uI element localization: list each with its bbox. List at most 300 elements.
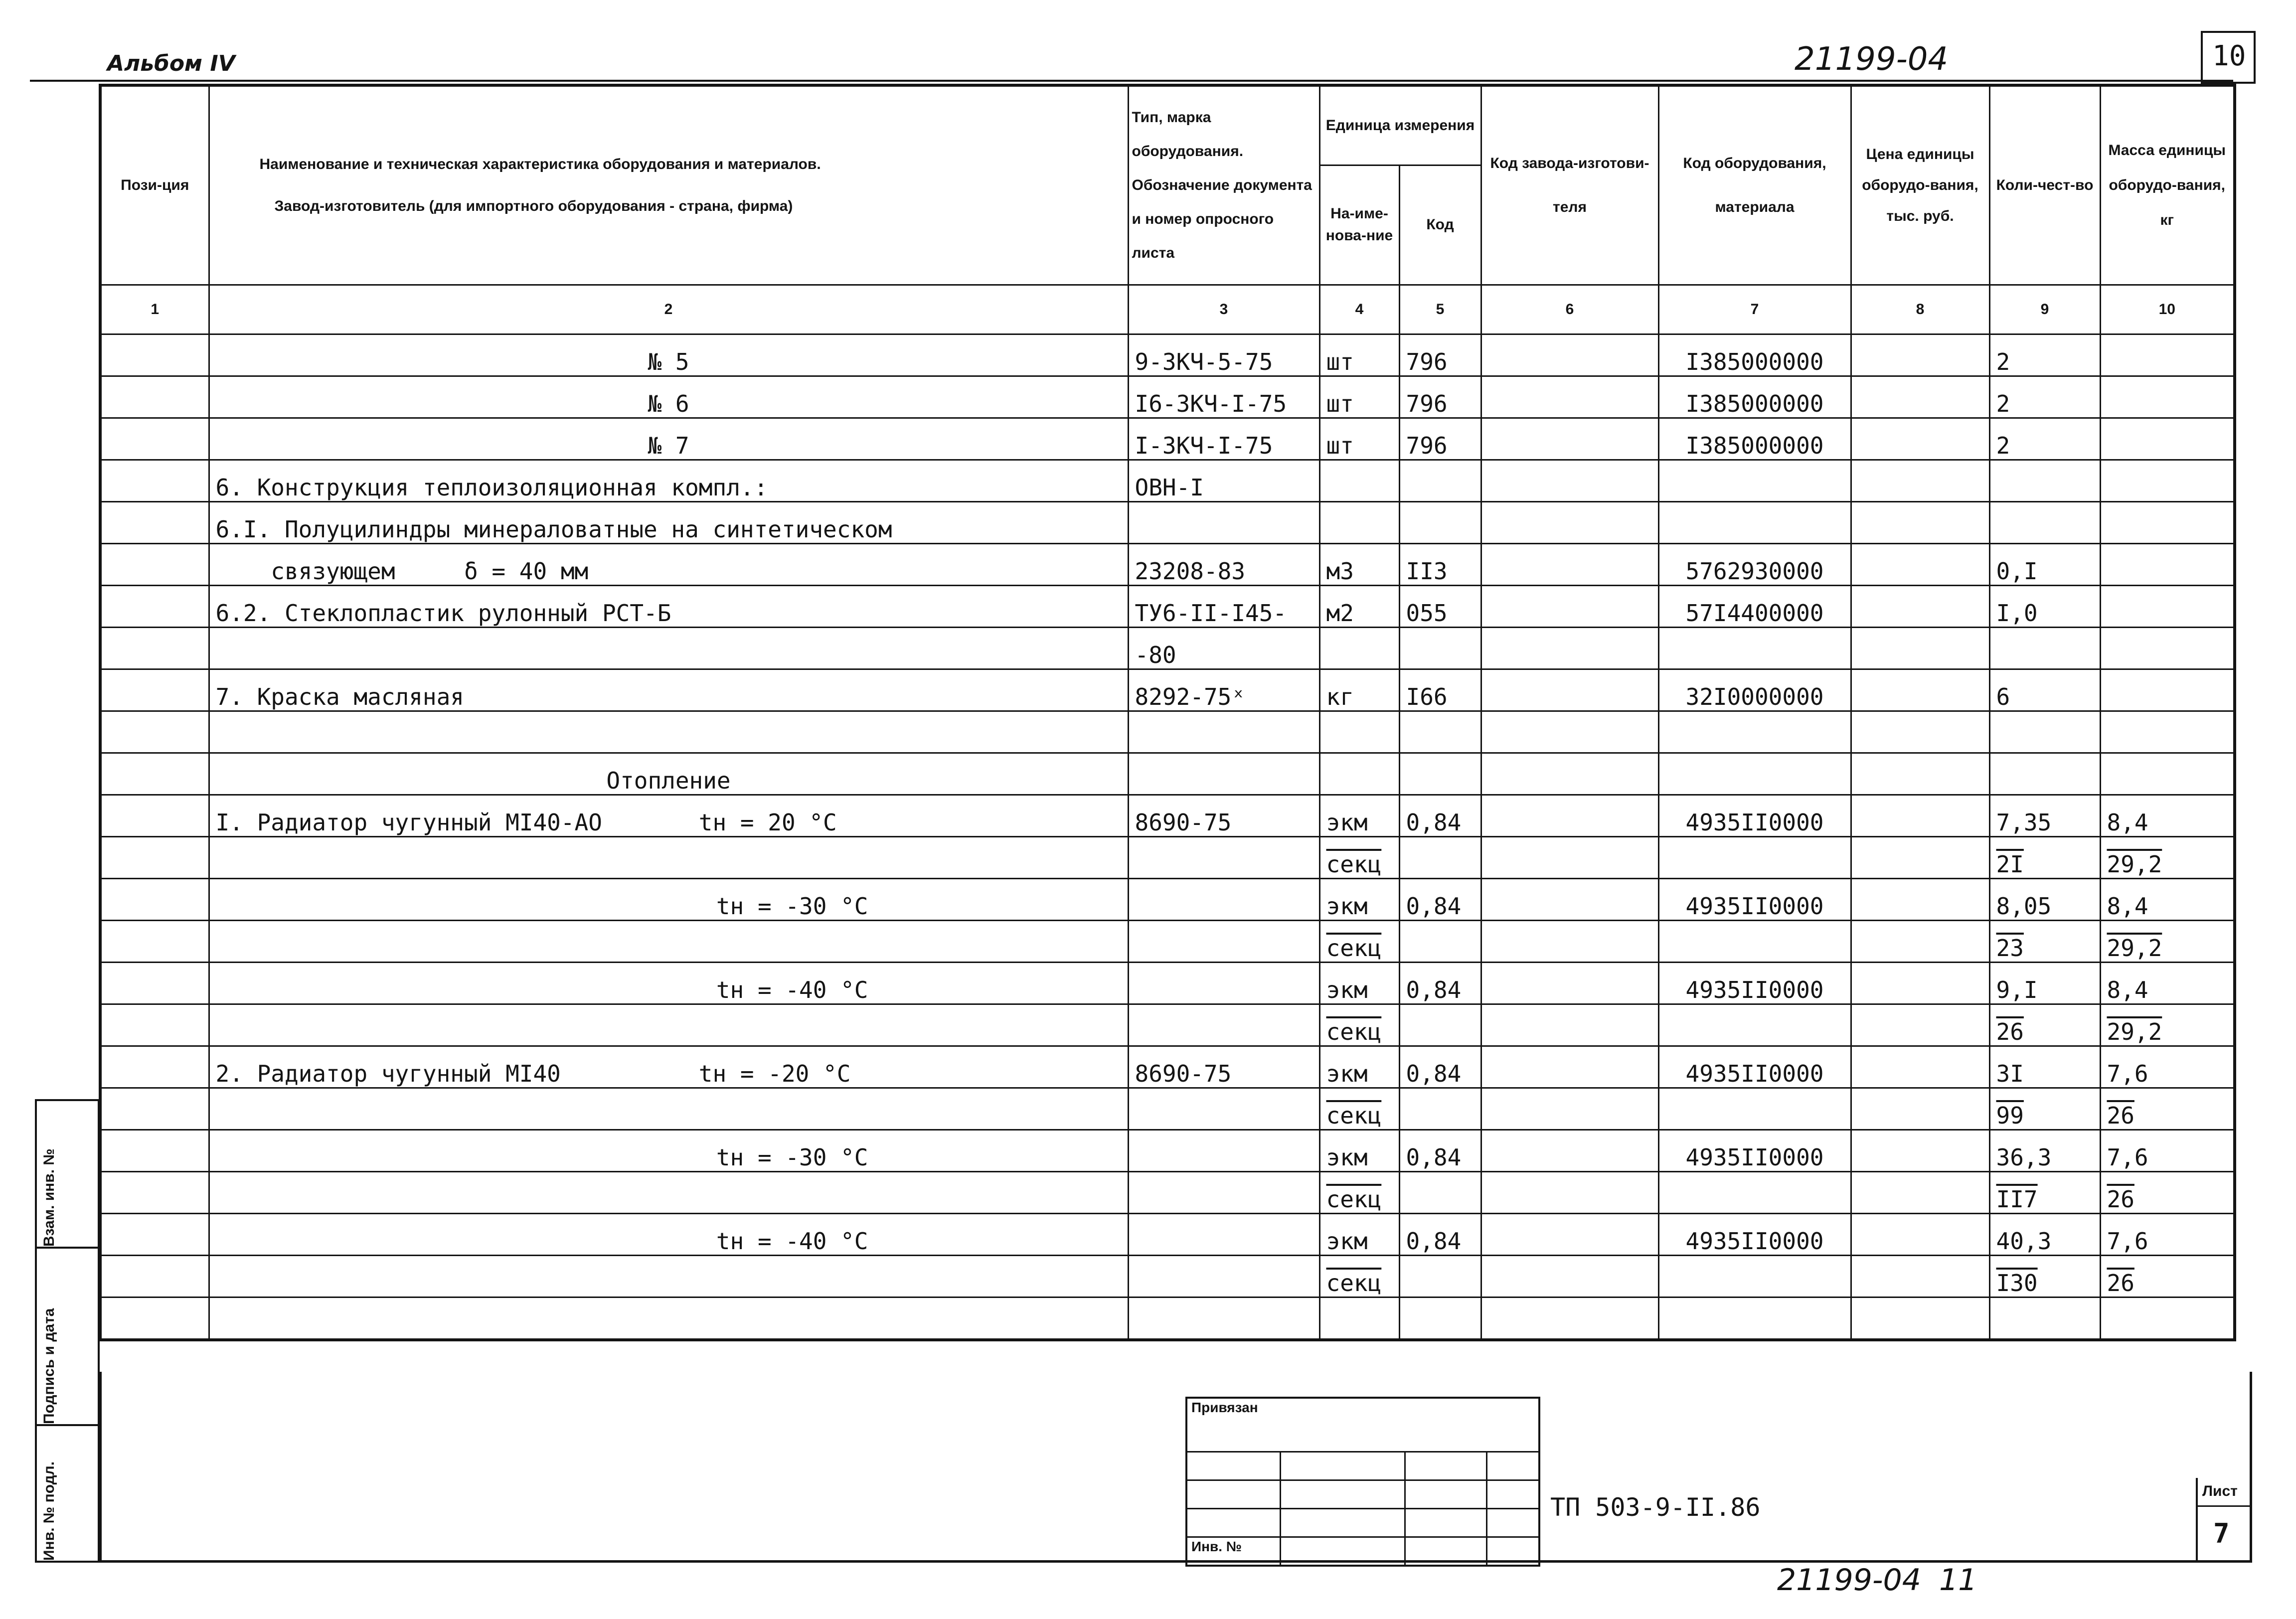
position-cell <box>100 1046 209 1088</box>
table-row <box>100 711 2235 753</box>
mass-cell: 29,2 <box>2100 920 2235 962</box>
col-header-name <box>209 85 1128 285</box>
quantity-cell: 7,35 <box>1989 795 2100 836</box>
price-cell <box>1851 836 1989 878</box>
unit-name-cell <box>1319 627 1399 669</box>
unit-code-cell: 796 <box>1399 418 1481 460</box>
equipment-code-cell <box>1658 1171 1851 1213</box>
price-cell <box>1851 795 1989 836</box>
mass-cell <box>2100 1297 2235 1340</box>
name-cell: 7. Краска масляная <box>209 669 1128 711</box>
name-cell: № 5 <box>209 334 1128 376</box>
unit-code-cell: 796 <box>1399 334 1481 376</box>
unit-name-cell: секц <box>1319 1255 1399 1297</box>
type-cell: 9-ЗКЧ-5-75 <box>1128 334 1319 376</box>
name-cell: связующем δ = 40 мм <box>209 543 1128 585</box>
position-cell <box>100 1171 209 1213</box>
name-cell: № 7 <box>209 418 1128 460</box>
column-number: 6 <box>1481 285 1658 334</box>
stamp-cell <box>1280 1480 1405 1508</box>
unit-code-cell: 0,84 <box>1399 962 1481 1004</box>
mass-cell <box>2100 711 2235 753</box>
stamp-cell <box>1405 1508 1486 1537</box>
name-cell: tн = -40 °С <box>209 962 1128 1004</box>
unit-name-cell: шт <box>1319 376 1399 418</box>
unit-name-cell: экм <box>1319 795 1399 836</box>
position-cell <box>100 543 209 585</box>
table-row <box>100 376 2235 418</box>
mass-cell: 8,4 <box>2100 962 2235 1004</box>
type-cell <box>1128 711 1319 753</box>
col-header-type: Тип, марка оборудования. Обозначение документа и номер опросного листа <box>1128 85 1319 285</box>
factory-code-cell <box>1481 1130 1658 1171</box>
stamp-cell <box>1186 1508 1280 1537</box>
unit-code-cell <box>1399 501 1481 543</box>
footer-document-code: 21199-04 <box>1777 1563 1921 1598</box>
quantity-cell: 99 <box>1989 1088 2100 1130</box>
quantity-cell: 9,I <box>1989 962 2100 1004</box>
sheet-label: Лист <box>2202 1483 2238 1499</box>
type-cell <box>1128 501 1319 543</box>
mass-cell: 26 <box>2100 1088 2235 1130</box>
type-cell: 8690-75 <box>1128 1046 1319 1088</box>
unit-name-cell: секц <box>1319 920 1399 962</box>
factory-code-cell <box>1481 334 1658 376</box>
side-stamp-signature <box>35 1247 100 1426</box>
column-number: 5 <box>1399 285 1481 334</box>
unit-name-cell: секц <box>1319 836 1399 878</box>
price-cell <box>1851 627 1989 669</box>
quantity-cell <box>1989 753 2100 795</box>
unit-code-cell <box>1399 711 1481 753</box>
unit-code-cell <box>1399 836 1481 878</box>
page-box-number: 10 <box>2212 40 2246 72</box>
equipment-code-cell: I385000000 <box>1658 334 1851 376</box>
mass-cell: 7,6 <box>2100 1130 2235 1171</box>
unit-name-cell: экм <box>1319 878 1399 920</box>
stamp-cell <box>1405 1537 1486 1566</box>
equipment-code-cell <box>1658 1004 1851 1046</box>
name-cell: 6.2. Стеклопластик рулонный РСТ-Б <box>209 585 1128 627</box>
side-stamp-inventory-label: Инв. № подл. <box>41 1461 57 1561</box>
col-header-name-line2: Завод-изготовитель (для импортного оборудования - страна, фирма) <box>274 197 793 214</box>
factory-code-cell <box>1481 753 1658 795</box>
col-header-mass: Масса единицы оборудо-вания, кг <box>2100 85 2235 285</box>
unit-code-cell: 0,84 <box>1399 1046 1481 1088</box>
stamp-privyazan: Привязан <box>1186 1398 1539 1452</box>
quantity-cell <box>1989 501 2100 543</box>
name-cell <box>209 627 1128 669</box>
table-row <box>100 1088 2235 1130</box>
mass-cell <box>2100 418 2235 460</box>
unit-code-cell <box>1399 753 1481 795</box>
position-cell <box>100 753 209 795</box>
type-cell: 23208-83 <box>1128 543 1319 585</box>
specification-table <box>99 84 2236 1341</box>
factory-code-cell <box>1481 543 1658 585</box>
table-row <box>100 753 2235 795</box>
type-cell: 8690-75 <box>1128 795 1319 836</box>
equipment-code-cell: 4935II0000 <box>1658 962 1851 1004</box>
stamp-cell <box>1186 1452 1280 1480</box>
column-number-row <box>100 285 2235 334</box>
col-header-price: Цена единицы оборудо-вания, тыс. руб. <box>1851 85 1989 285</box>
mass-cell <box>2100 627 2235 669</box>
price-cell <box>1851 501 1989 543</box>
unit-name-cell: секц <box>1319 1088 1399 1130</box>
position-cell <box>100 836 209 878</box>
table-row <box>100 1130 2235 1171</box>
equipment-code-cell <box>1658 1088 1851 1130</box>
unit-code-cell: 0,84 <box>1399 878 1481 920</box>
table-row <box>100 460 2235 501</box>
table-row <box>100 627 2235 669</box>
stamp-inv-no: Инв. № <box>1186 1537 1280 1566</box>
position-cell <box>100 1255 209 1297</box>
name-cell <box>209 920 1128 962</box>
table-row <box>100 1255 2235 1297</box>
table-row <box>100 920 2235 962</box>
mass-cell: 26 <box>2100 1255 2235 1297</box>
equipment-code-cell: 32I0000000 <box>1658 669 1851 711</box>
name-cell: tн = -40 °С <box>209 1213 1128 1255</box>
position-cell <box>100 1088 209 1130</box>
stamp-cell <box>1486 1508 1539 1537</box>
name-cell: № 6 <box>209 376 1128 418</box>
side-stamp-replacement-label: Взам. инв. № <box>41 1148 57 1247</box>
unit-code-cell <box>1399 1255 1481 1297</box>
title-block-stamp <box>1185 1397 1540 1567</box>
quantity-cell: 0,I <box>1989 543 2100 585</box>
sheet-number: 7 <box>2213 1518 2230 1549</box>
position-cell <box>100 418 209 460</box>
equipment-code-cell <box>1658 501 1851 543</box>
column-number: 2 <box>209 285 1128 334</box>
price-cell <box>1851 376 1989 418</box>
stamp-cell <box>1280 1537 1405 1566</box>
factory-code-cell <box>1481 627 1658 669</box>
equipment-code-cell <box>1658 460 1851 501</box>
equipment-code-cell <box>1658 711 1851 753</box>
factory-code-cell <box>1481 878 1658 920</box>
type-cell: ОВН-I <box>1128 460 1319 501</box>
factory-code-cell <box>1481 962 1658 1004</box>
factory-code-cell <box>1481 501 1658 543</box>
quantity-cell: 26 <box>1989 1004 2100 1046</box>
mass-cell: 8,4 <box>2100 878 2235 920</box>
name-cell <box>209 711 1128 753</box>
position-cell <box>100 334 209 376</box>
table-row <box>100 669 2235 711</box>
table-row <box>100 878 2235 920</box>
position-cell <box>100 1213 209 1255</box>
position-cell <box>100 878 209 920</box>
equipment-code-cell: 4935II0000 <box>1658 1046 1851 1088</box>
position-cell <box>100 962 209 1004</box>
position-cell <box>100 711 209 753</box>
name-cell: tн = -30 °С <box>209 1130 1128 1171</box>
unit-code-cell <box>1399 1297 1481 1340</box>
column-number: 10 <box>2100 285 2235 334</box>
table-row <box>100 543 2235 585</box>
mass-cell <box>2100 460 2235 501</box>
equipment-code-cell: 4935II0000 <box>1658 795 1851 836</box>
album-label: Альбом IV <box>107 51 235 76</box>
type-cell <box>1128 878 1319 920</box>
unit-name-cell: м2 <box>1319 585 1399 627</box>
equipment-code-cell <box>1658 627 1851 669</box>
mass-cell <box>2100 334 2235 376</box>
unit-name-cell: экм <box>1319 1046 1399 1088</box>
mass-cell <box>2100 585 2235 627</box>
price-cell <box>1851 1297 1989 1340</box>
footer-page-number: 11 <box>1939 1563 1977 1598</box>
type-cell <box>1128 1088 1319 1130</box>
table-row <box>100 1046 2235 1088</box>
type-cell: ТУ6-II-I45- <box>1128 585 1319 627</box>
factory-code-cell <box>1481 836 1658 878</box>
equipment-code-cell: 4935II0000 <box>1658 1130 1851 1171</box>
quantity-cell: I30 <box>1989 1255 2100 1297</box>
stamp-cell <box>1486 1452 1539 1480</box>
unit-name-cell <box>1319 501 1399 543</box>
price-cell <box>1851 878 1989 920</box>
position-cell <box>100 627 209 669</box>
top-rule <box>30 80 2233 82</box>
factory-code-cell <box>1481 1171 1658 1213</box>
column-number: 7 <box>1658 285 1851 334</box>
mass-cell: 7,6 <box>2100 1213 2235 1255</box>
price-cell <box>1851 962 1989 1004</box>
price-cell <box>1851 711 1989 753</box>
col-header-name-line1: Наименование и техническая характеристика оборудования и материалов. <box>259 156 821 172</box>
unit-name-cell <box>1319 711 1399 753</box>
quantity-cell: II7 <box>1989 1171 2100 1213</box>
unit-code-cell: I66 <box>1399 669 1481 711</box>
quantity-cell: 6 <box>1989 669 2100 711</box>
name-cell: I. Радиатор чугунный МI40-АО tн = 20 °С <box>209 795 1128 836</box>
quantity-cell <box>1989 1297 2100 1340</box>
position-cell <box>100 1130 209 1171</box>
price-cell <box>1851 1255 1989 1297</box>
unit-code-cell: 0,84 <box>1399 795 1481 836</box>
stamp-row <box>1186 1452 1539 1480</box>
type-cell: I6-ЗКЧ-I-75 <box>1128 376 1319 418</box>
factory-code-cell <box>1481 1088 1658 1130</box>
type-cell <box>1128 962 1319 1004</box>
table-row <box>100 1213 2235 1255</box>
unit-name-cell: кг <box>1319 669 1399 711</box>
position-cell <box>100 795 209 836</box>
unit-code-cell <box>1399 1088 1481 1130</box>
type-cell <box>1128 1213 1319 1255</box>
equipment-code-cell: 4935II0000 <box>1658 1213 1851 1255</box>
factory-code-cell <box>1481 1255 1658 1297</box>
quantity-cell: I,0 <box>1989 585 2100 627</box>
unit-name-cell <box>1319 460 1399 501</box>
type-cell: I-ЗКЧ-I-75 <box>1128 418 1319 460</box>
sheet-box-divider <box>2196 1505 2252 1507</box>
stamp-row <box>1186 1537 1539 1566</box>
table-row <box>100 836 2235 878</box>
stamp-cell <box>1405 1452 1486 1480</box>
name-cell: 6. Конструкция теплоизоляционная компл.: <box>209 460 1128 501</box>
unit-name-cell: м3 <box>1319 543 1399 585</box>
mass-cell <box>2100 376 2235 418</box>
quantity-cell: 8,05 <box>1989 878 2100 920</box>
unit-name-cell: шт <box>1319 418 1399 460</box>
equipment-code-cell <box>1658 920 1851 962</box>
column-number: 8 <box>1851 285 1989 334</box>
factory-code-cell <box>1481 920 1658 962</box>
quantity-cell: 36,3 <box>1989 1130 2100 1171</box>
mass-cell <box>2100 669 2235 711</box>
unit-code-cell <box>1399 920 1481 962</box>
col-header-unit-code: Код <box>1399 165 1481 285</box>
unit-code-cell: 055 <box>1399 585 1481 627</box>
price-cell <box>1851 669 1989 711</box>
unit-name-cell: экм <box>1319 962 1399 1004</box>
type-cell <box>1128 1171 1319 1213</box>
name-cell <box>209 1297 1128 1340</box>
price-cell <box>1851 1046 1989 1088</box>
stamp-cell <box>1280 1508 1405 1537</box>
position-cell <box>100 669 209 711</box>
header-row <box>100 85 2235 165</box>
side-stamp-inventory <box>35 1424 100 1563</box>
position-cell <box>100 501 209 543</box>
quantity-cell: 2 <box>1989 334 2100 376</box>
table-row <box>100 418 2235 460</box>
unit-name-cell <box>1319 1297 1399 1340</box>
type-cell <box>1128 753 1319 795</box>
price-cell <box>1851 920 1989 962</box>
price-cell <box>1851 543 1989 585</box>
table-row <box>100 1004 2235 1046</box>
quantity-cell <box>1989 460 2100 501</box>
stamp-cell <box>1405 1480 1486 1508</box>
factory-code-cell <box>1481 795 1658 836</box>
price-cell <box>1851 1171 1989 1213</box>
position-cell <box>100 460 209 501</box>
price-cell <box>1851 1130 1989 1171</box>
mass-cell <box>2100 543 2235 585</box>
quantity-cell: 2I <box>1989 836 2100 878</box>
factory-code-cell <box>1481 460 1658 501</box>
col-header-unit: Единица измерения <box>1319 85 1481 165</box>
price-cell <box>1851 585 1989 627</box>
equipment-code-cell <box>1658 1255 1851 1297</box>
unit-code-cell <box>1399 1171 1481 1213</box>
stamp-row <box>1186 1508 1539 1537</box>
price-cell <box>1851 418 1989 460</box>
price-cell <box>1851 334 1989 376</box>
price-cell <box>1851 1004 1989 1046</box>
table-row <box>100 585 2235 627</box>
unit-name-cell: секц <box>1319 1004 1399 1046</box>
mass-cell: 7,6 <box>2100 1046 2235 1088</box>
factory-code-cell <box>1481 1297 1658 1340</box>
factory-code-cell <box>1481 376 1658 418</box>
unit-name-cell: экм <box>1319 1130 1399 1171</box>
name-cell <box>209 1255 1128 1297</box>
quantity-cell: 40,3 <box>1989 1213 2100 1255</box>
table-row <box>100 1171 2235 1213</box>
quantity-cell <box>1989 711 2100 753</box>
price-cell <box>1851 1088 1989 1130</box>
column-number: 1 <box>100 285 209 334</box>
side-stamp-signature-label: Подпись и дата <box>41 1308 57 1424</box>
unit-code-cell <box>1399 627 1481 669</box>
bottom-frame-rule <box>99 1560 2252 1563</box>
name-cell <box>209 1088 1128 1130</box>
price-cell <box>1851 753 1989 795</box>
position-cell <box>100 376 209 418</box>
stamp-cell <box>1186 1480 1280 1508</box>
factory-code-cell <box>1481 418 1658 460</box>
factory-code-cell <box>1481 1213 1658 1255</box>
stamp-row <box>1186 1480 1539 1508</box>
column-number: 9 <box>1989 285 2100 334</box>
unit-code-cell: 796 <box>1399 376 1481 418</box>
position-cell <box>100 1004 209 1046</box>
col-header-position: Пози-ция <box>100 85 209 285</box>
position-cell <box>100 920 209 962</box>
stamp-cell <box>1280 1452 1405 1480</box>
type-cell <box>1128 1255 1319 1297</box>
unit-name-cell <box>1319 753 1399 795</box>
factory-code-cell <box>1481 585 1658 627</box>
quantity-cell: 23 <box>1989 920 2100 962</box>
unit-code-cell <box>1399 1004 1481 1046</box>
table-row <box>100 334 2235 376</box>
mass-cell <box>2100 501 2235 543</box>
col-header-factory-code: Код завода-изготови-теля <box>1481 85 1658 285</box>
table-row <box>100 962 2235 1004</box>
unit-code-cell: II3 <box>1399 543 1481 585</box>
name-cell <box>209 1171 1128 1213</box>
column-number: 4 <box>1319 285 1399 334</box>
unit-code-cell: 0,84 <box>1399 1213 1481 1255</box>
bottom-frame-left <box>99 1372 102 1563</box>
equipment-code-cell: 57I4400000 <box>1658 585 1851 627</box>
unit-code-cell: 0,84 <box>1399 1130 1481 1171</box>
type-cell <box>1128 920 1319 962</box>
unit-name-cell: экм <box>1319 1213 1399 1255</box>
project-designation: ТП 503-9-II.86 <box>1550 1493 1761 1522</box>
col-header-quantity: Коли-чест-во <box>1989 85 2100 285</box>
name-cell <box>209 836 1128 878</box>
quantity-cell: 2 <box>1989 418 2100 460</box>
equipment-code-cell: I385000000 <box>1658 376 1851 418</box>
stamp-row <box>1186 1398 1539 1452</box>
mass-cell: 29,2 <box>2100 1004 2235 1046</box>
quantity-cell <box>1989 627 2100 669</box>
document-code: 21199-04 <box>1795 41 1949 78</box>
type-cell <box>1128 1004 1319 1046</box>
unit-code-cell <box>1399 460 1481 501</box>
column-number: 3 <box>1128 285 1319 334</box>
col-header-equipment-code: Код оборудования, материала <box>1658 85 1851 285</box>
table-row <box>100 501 2235 543</box>
unit-name-cell: секц <box>1319 1171 1399 1213</box>
factory-code-cell <box>1481 711 1658 753</box>
position-cell <box>100 585 209 627</box>
stamp-cell <box>1486 1480 1539 1508</box>
stamp-cell <box>1486 1537 1539 1566</box>
mass-cell: 8,4 <box>2100 795 2235 836</box>
factory-code-cell <box>1481 1004 1658 1046</box>
